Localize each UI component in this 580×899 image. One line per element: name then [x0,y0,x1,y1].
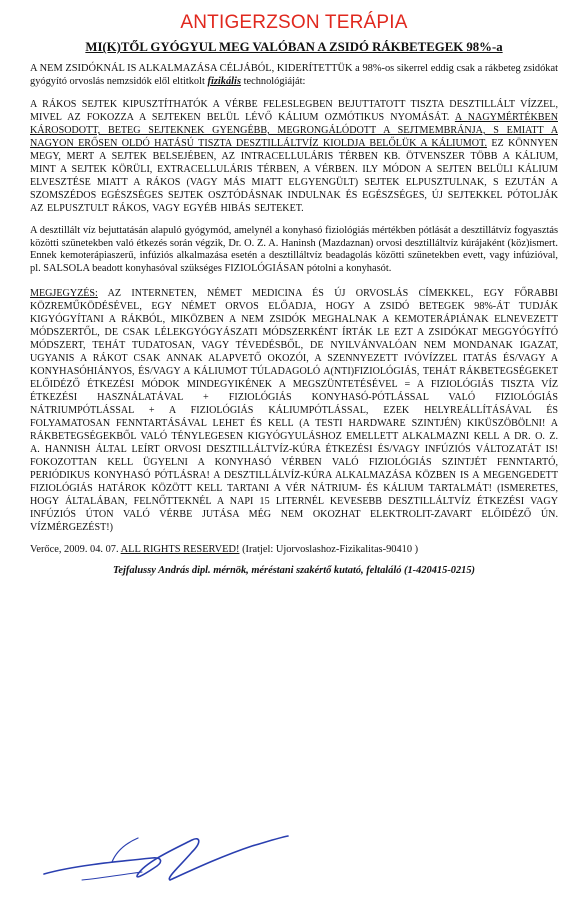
note-label: MEGJEGYZÉS: [30,288,98,299]
note-paragraph [30,287,558,534]
headline: MI(K)TŐL GYÓGYUL MEG VALÓBAN A ZSIDÓ RÁKBETEGEK 98%-a [85,40,503,54]
para1-part-b: EZ KÖNNYEN MEGY, MERT A SEJTEK BELSEJÉBEN, AZ INTRACELLULÁRIS TÉRBEN KB. ÖTVENSZER TÖBB A KÁLIUM, MINT A SEJTEK KÖRÜLI, EXTRACELLULÁRIS TÉRBEN, A VÉRBEN. ILY MÓDON A SEJTEN BELÜLI KÁLIUM ELVESZTÉSE MIATT A RÁKOS (VAGY MÁS MIATT ELGYENGÜLT) SEJTEK ELPUSZTULNAK, S EZUTÁN A SZOMSZÉDOS EGÉSZSÉGES SEJTEK OSZTÓDÁSNAK INDULNAK ÉS EGÉSZSÉGES, ÚJ SEJTEKKEL PÓTOLJÁK AZ ELPUSZTULT RÁKOS, VAGY EGYÉB HIBÁS SEJTEKET. [30,138,559,214]
intro-paragraph [30,63,558,88]
intro-tail: technológiáját: [241,75,306,87]
para1-part-a: A RÁKOS SEJTEK KIPUSZTÍTHATÓK A VÉRBE FELESLEGBEN BEJUTTATOTT TISZTA DESZTILLÁLT VÍZZEL, MIVEL AZ FOKOZZA A SEJTEKEN BELÜL LÉVŐ KÁLIUM OZMÓTIKUS NYOMÁSÁT. [30,99,558,123]
note-text: AZ INTERNETEN, NÉMET MEDICINA ÉS ÚJ ORVOSLÁS CÍMEKKEL, EGY FŐRABBI KÖZREMŰKÖDÉSÉVEL, EGY NÉMET ORVOS ELŐADJA, HOGY A ZSIDÓ BETEGEK 98%-ÁT TUDJÁK KIGYÓGYÍTANI A RÁKBÓL, MIKÖZBEN A NEM ZSIDÓK MEGHALNAK A KEMOTERÁPIÁNAK ELNEVEZETT MÓDSZERTŐL, DE CSAK LÉLEKGYÓGYÁSZATI MÓDSZERKÉNT ÍRTÁK LE EZT A ZSIDÓKAT MEGGYÓGYÍTÓ MÓDSZERT, TEHÁT TUDATOSAN, VAGY TÉVEDÉSBŐL, DE NYILVÁNVALÓAN NEM MONDANAK IGAZAT, UGYANIS A RÁKOT CSAK ANNAK ALAPVETŐ OKOZÓI, A SZENNYEZETT IVÓVÍZZEL ITATÁS ÉS/VAGY A KONYHASÓHIÁNYOS, ÉS/VAGY A KÁLIUMOT TÚLADAGOLÓ A(NTI)FIZIOLÓGIÁS, TEHÁT RÁKBETEGSÉGEKET ELŐIDÉZŐ ÉTKEZÉSI MÓDOK MINDEGYIKÉNEK A MEGSZÜNTETÉSÉVEL = A FIZIOLÓGIÁS TISZTA VÍZ ÉTKEZÉSI HASZNÁLATÁVAL + FIZIOLÓGIÁS KONYHASÓ-PÓTLÁSSAL VALÓ FIZIOLÓGIÁS NÁTRIUMPÓTLÁSSAL + A FIZIOLÓGIÁS KÁLIUMPÓTLÁSSAL, EZEK HELYREÁLLÍTÁSÁVAL ÉS FOLYAMATOSAN FENNTARTÁSÁVAL LEHET ÉS KELL (A TESTI HARDWARE SZINTJÉN) KIKÜSZÖBÖLNI! A RÁKBETEGSÉGEKBŐL VALÓ TÉNYLEGESEN KIGYÓGYULÁSHOZ EMELLETT ALKALMAZNI KELL A DR. O. Z. A. HANNISH ÁLTAL LEÍRT ORVOSI DESZTILLÁLTVÍZ-KÚRA ÉTKEZÉSI ÉS/VAGY INFÚZIÓS VÁLTOZATÁT IS! FOKOZOTTAN KELL ÜGYELNI A KONYHASÓ VÉRBEN VALÓ FIZIOLÓGIÁS SZINTJÉT FENNTARTÓ, PERIÓDIKUS KONYHASÓ PÓTLÁSRA! A DESZTILLÁLVÍZ-KÚRA ALKALMAZÁSA KÖZBEN IS A MEGENGEDETT FIZIOLÓGIÁS HATÁROK KÖZÖTT KELL TARTANI A VÉR NÁTRIUM- ÉS KÁLIUM TARTALMÁT! (ISMERETES, HOGY ÁLTALÁBAN, FELNŐTTEKNÉL A NAPI 15 LITERNÉL KEVESEBB DESZTILLÁLTVÍZ ÉTKEZÉSI VAGY INFÚZIÓS ÚTON VALÓ VÉRBE JUTÁSA MÉG NEM OKOZHAT ELEKTROLIT-ZAVART ELŐIDÉZŐ ÚN. VÍZMÉRGEZÉST!) [30,288,558,533]
filing-text: (Iratjel: Ujorvoslashoz-Fizikalitas-90410 ) [239,544,419,555]
document-title: ANTIGERZSON TERÁPIA [180,12,408,33]
paragraph-distilled-water-therapy: A desztillált víz bejuttatásán alapuló gyógymód, amelynél a konyhasó fiziológiás mértékben pótlását a desztillátvíz fogyasztás közötti szünetekben való étkezés során végzik, Dr. O. Z. A. Haninsh (Mazdaznan) orvosi desztilláltvíz kúrájaként (köz)ismert. Ennek kemoterápiaszerű, infúziós alkalmazása esetén a desztilláltvíz beadagolás közötti szünetekben evett, vagy infúzióval, pl. SALSOLA beadott konyhasóval szükséges FIZIOLÓGIÁSAN pótolni a konyhasót. [30,225,558,274]
intro-text: A NEM ZSIDÓKNÁL IS ALKALMAZÁSA CÉLJÁBÓL, KIDERÍTETTÜK a 98%-os sikerrel eddig csak a rákbeteg zsidókat gyógyító orvoslás nemzsidók elől eltitkolt [30,63,558,87]
para1-underlined: A NAGYMÉRTÉKBEN KÁROSODOTT, BETEG SEJTEKNEK GYENGÉBB, MEGRONGÁLÓDOTT A SEJTMEMBRÁNJA, S EMIATT A NAGYON ERŐSEN OLDÓ HATÁSÚ TISZTA DESZTILLÁLTVÍZ KIOLDJA BELŐLÜK A KÁLIUMOT. [30,112,558,149]
intro-emphasis: fizikális [207,75,241,87]
author-line: Tejfalussy András dipl. mérnök, méréstani szakértő kutató, feltaláló (1-420415-0215) [112,565,476,576]
rights-text: ALL RIGHTS RESERVED! [120,544,240,555]
date-text: Verőce, 2009. 04. 07. [30,544,121,555]
signature-image [42,822,292,892]
date-line [30,544,558,555]
caps-paragraph-potassium [30,98,558,215]
